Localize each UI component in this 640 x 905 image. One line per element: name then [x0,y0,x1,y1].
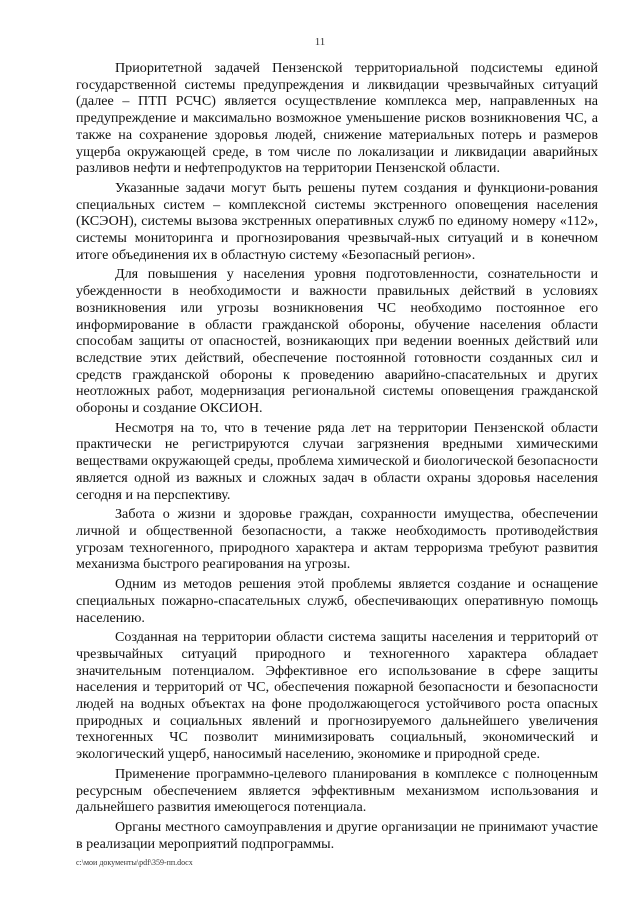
document-body [76,60,598,855]
paragraph: Органы местного самоуправления и другие организации не принимают участие в реализации мероприятий подпрограммы. [76,818,598,852]
footer-file-path: c:\мои документы\pdf\359-пп.docx [76,858,193,867]
paragraph: Приоритетной задачей Пензенской территориальной подсистемы единой государственной системы предупреждения и ликвидации чрезвычайных ситуаций (далее – ПТП РСЧС) является осуществление комплекса мер, направленных на предупреждение и максимально возможное уменьшение рисков возникновения ЧС, а также на сохранение здоровья людей, снижение материальных потерь и размеров ущерба окружающей среде, в том числе по локализации и ликвидации аварийных разливов нефти и нефтепродуктов на территории Пензенской области. [76,60,598,177]
paragraph: Указанные задачи могут быть решены путем создания и функциони-рования специальных систем – комплексной системы экстренного оповещения населения (КСЭОН), системы вызова экстренных оперативных служб по единому номеру «112», системы мониторинга и прогнозирования чрезвычай-ных ситуаций и в конечном итоге объединения их в областную систему «Безопасный регион». [76,179,598,263]
paragraph: Несмотря на то, что в течение ряда лет на территории Пензенской области практически не регистрируются случаи загрязнения вредными химическими веществами окружающей среды, проблема химической и биологической безопасности является одной из важных и сложных задач в области охраны здоровья населения сегодня и на перспективу. [76,419,598,503]
paragraph: Одним из методов решения этой проблемы является создание и оснащение специальных пожарно-спасательных служб, обеспечивающих оперативную помощь населению. [76,576,598,626]
paragraph: Забота о жизни и здоровье граждан, сохранности имущества, обеспечении личной и общественной безопасности, а также необходимость противодействия угрозам техногенного, природного характера и актам терроризма требуют развития механизма быстрого реагирования на угрозы. [76,506,598,573]
page-number: 11 [314,36,326,48]
paragraph: Применение программно-целевого планирования в комплексе с полноценным ресурсным обеспечением является эффективным механизмом использования и дальнейшего развития имеющегося потенциала. [76,765,598,816]
paragraph: Созданная на территории области система защиты населения и территорий от чрезвычайных ситуаций природного и техногенного характера обладает значительным потенциалом. Эффективное его использование в сфере защиты населения и территорий от ЧС, обеспечения пожарной безопасности и безопасности людей на водных объектах на фоне продолжающегося устойчивого роста опасных природных и социальных явлений и прогнозируемого дальнейшего увеличения техногенных ЧС позволит минимизировать социальный, экономический и экологический ущерб, наносимый населению, экономике и природной среде. [76,629,598,763]
paragraph: Для повышения у населения уровня подготовленности, сознательности и убежденности в необходимости и важности правильных действий в условиях возникновения или угрозы возникновения ЧС необходимо постоянное его информирование в области гражданской обороны, обучение населения области способам защиты от опасностей, возникающих при ведении военных действий или вследствие этих действий, обеспечение постоянной готовности созданных сил и средств гражданской обороны к проведению аварийно-спасательных и других неотложных работ, модернизация региональной системы оповещения гражданской обороны и создание ОКСИОН. [76,266,598,417]
